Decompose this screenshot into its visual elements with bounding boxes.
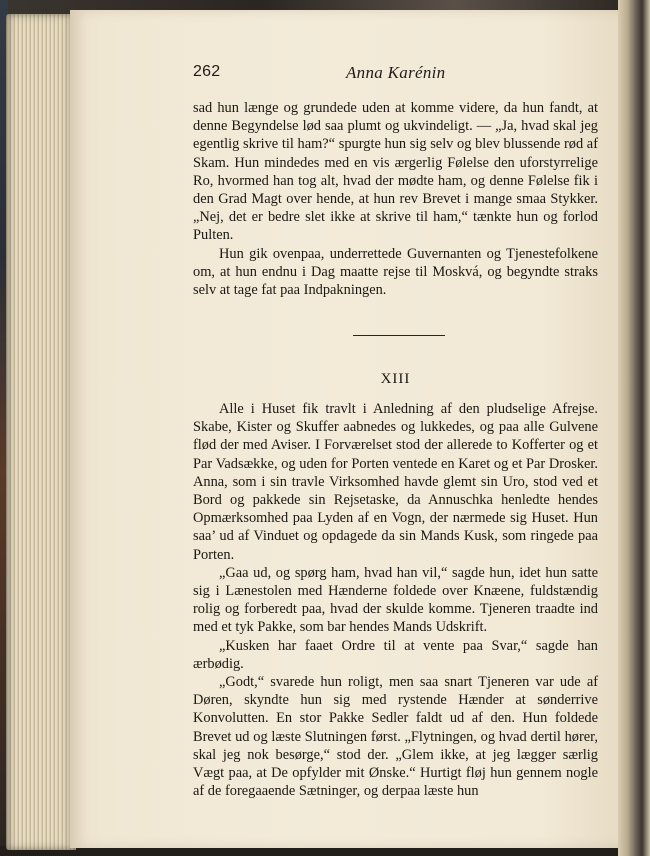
running-title: Anna Karénin: [346, 63, 446, 82]
paragraph: „Kusken har faaet Ordre til at vente paa Svar,“ sagde han ærbødig.: [193, 637, 598, 672]
paragraph: „Gaa ud, og spørg ham, hvad han vil,“ sagde hun, idet hun satte sig i Lænestolen med Hænderne foldede over Knæene, fuldstændig rolig og forberedt paa, hvad der skulde komme. Tjeneren traadte ind med et tyk Pakke, som bar hendes Mands Udskrift.: [193, 564, 598, 636]
paragraph: Hun gik ovenpaa, underrettede Guvernanten og Tjenestefolkene om, at hun endnu i Dag maatte rejse til Moskvá, og begyndte straks selv at tage fat paa Indpakningen.: [193, 245, 598, 299]
page-number: 262: [193, 63, 221, 80]
paragraph: Alle i Huset fik travlt i Anledning af den pludselige Afrejse. Skabe, Kister og Skuffer aabnedes og lukkedes, og paa alle Gulvene flød der med Aviser. I Forværelset stod der allerede to Kofferter og et Par Vadsække, og uden for Porten ventede en Karet og et Par Drosker. Anna, som i sin travle Virksomhed havde glemt sin Uro, stod ved et Bord og pakkede sin Rejsetaske, da Annuschka henledte hendes Opmærksomhed paa Lyden af en Vogn, der nærmede sig Huset. Hun saa’ ud af Vinduet og opdagede da sin Mands Kusk, som ringede paa Porten.: [193, 401, 598, 563]
chapter-heading: XIII: [380, 371, 411, 387]
paragraph: „Godt,“ svarede hun roligt, men saa snart Tjeneren var ude af Døren, skyndte hun sig med rystende Hænder at sønderrive Konvolutten. En stor Pakke Sedler faldt ud af den. Hun foldede Brevet ud og læste Slutningen først. „Flytningen, og hvad dertil hører, skal jeg nok besørge,“ stod der. „Glem ikke, at jeg lægger særlig Vægt paa, at De opfylder mit Ønske.“ Hurtigt fløj hun gennem nogle af de foregaaende Sætninger, og derpaa læste hun: [193, 674, 598, 800]
running-head: [193, 63, 603, 87]
text-block-chapter: [193, 400, 598, 800]
page-edges: [6, 14, 76, 850]
section-divider-rule: [353, 335, 445, 336]
text-block-top: [193, 99, 598, 299]
book-gutter: [618, 0, 650, 856]
paragraph: sad hun længe og grundede uden at komme videre, da hun fandt, at denne Begyndelse lød saa plumt og ukvindeligt. — „Ja, hvad skal jeg egentlig skrive til ham?“ spurgte hun sig selv og blev blussende rød af Skam. Hun mindedes med en vis ærgerlig Følelse den uforstyrrelige Ro, hvormed han tog alt, hvad der mødte ham, og denne Følelse fik i den Grad Magt over hende, at hun rev Brevet i mange smaa Stykker. „Nej, det er bedre slet ikke at skrive til ham,“ tænkte hun og forlod Pulten.: [193, 100, 598, 244]
